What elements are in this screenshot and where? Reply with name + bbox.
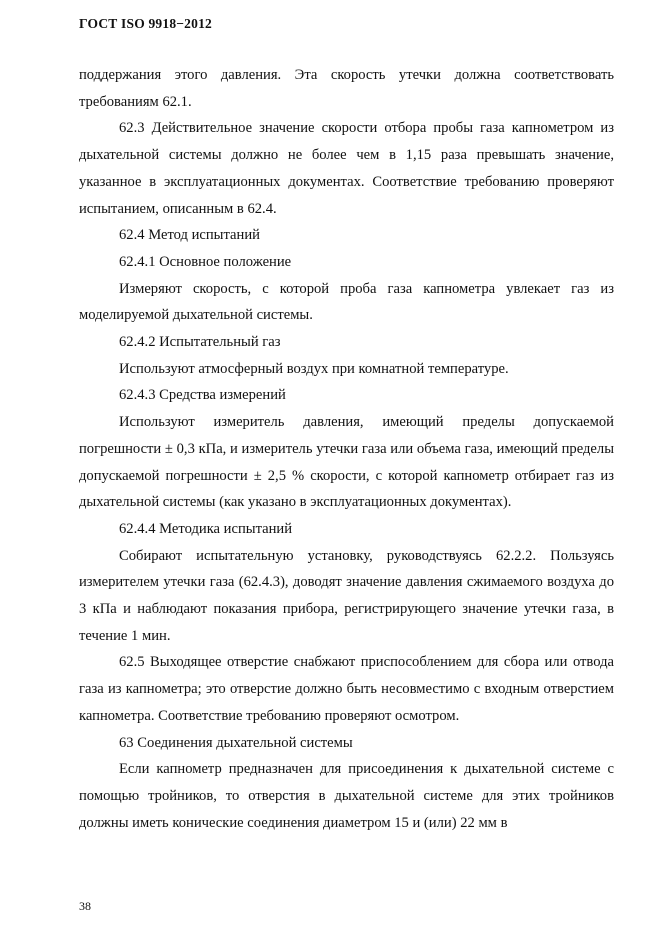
section-heading: 63 Соединения дыхательной системы (119, 734, 353, 751)
document-header: ГОСТ ISO 9918−2012 (79, 16, 212, 31)
paragraph: Если капнометр предназначен для присоединения к дыхательной системе с помощью тройников, то отверстия в дыхательной системе для этих тройников должны иметь конические соединения диаметром 15 и (или) 22 мм в (79, 761, 614, 831)
section-heading: 62.4 Метод испытаний (119, 227, 260, 244)
paragraph: Собирают испытательную установку, руководствуясь 62.2.2. Пользуясь измерителем утечки газа (62.4.3), доводят значение давления сжимаемого воздуха до 3 кПа и наблюдают показания прибора, регистрирующего значение утечки газа, в течение 1 мин. (79, 547, 614, 644)
section-heading: 62.4.2 Испытательный газ (119, 334, 281, 351)
section-heading: 62.4.4 Методика испытаний (119, 520, 293, 537)
paragraph: поддержания этого давления. Эта скорость утечки должна соответствовать требованиям 62.1. (79, 67, 614, 110)
section-heading: 62.4.1 Основное положение (119, 253, 292, 270)
section-heading: 62.4.3 Средства измерений (119, 387, 286, 404)
page-number: 38 (79, 899, 91, 913)
document-body (79, 62, 614, 836)
paragraph: 62.5 Выходящее отверстие снабжают приспособлением для сбора или отвода газа из капнометра; это отверстие должно быть несовместимо с входным отверстием капнометра. Соответствие требованию проверяют осмотром. (79, 654, 614, 724)
paragraph: Измеряют скорость, с которой проба газа капнометра увлекает газ из моделируемой дыхательной системы. (79, 280, 614, 324)
paragraph: 62.3 Действительное значение скорости отбора пробы газа капнометром из дыхательной системы должно не более чем в 1,15 раза превышать значение, указанное в эксплуатационных документах. Соответствие требованию проверяют испытанием, описанным в 62.4. (79, 120, 614, 217)
paragraph: Используют атмосферный воздух при комнатной температуре. (119, 360, 509, 377)
paragraph: Используют измеритель давления, имеющий пределы допускаемой погрешности ± 0,3 кПа, и измеритель утечки газа или объема газа, имеющий пределы допускаемой погрешности ± 2,5 % скорости, с которой капнометр отбирает газ из дыхательной системы (как указано в эксплуатационных документах). (79, 414, 614, 511)
